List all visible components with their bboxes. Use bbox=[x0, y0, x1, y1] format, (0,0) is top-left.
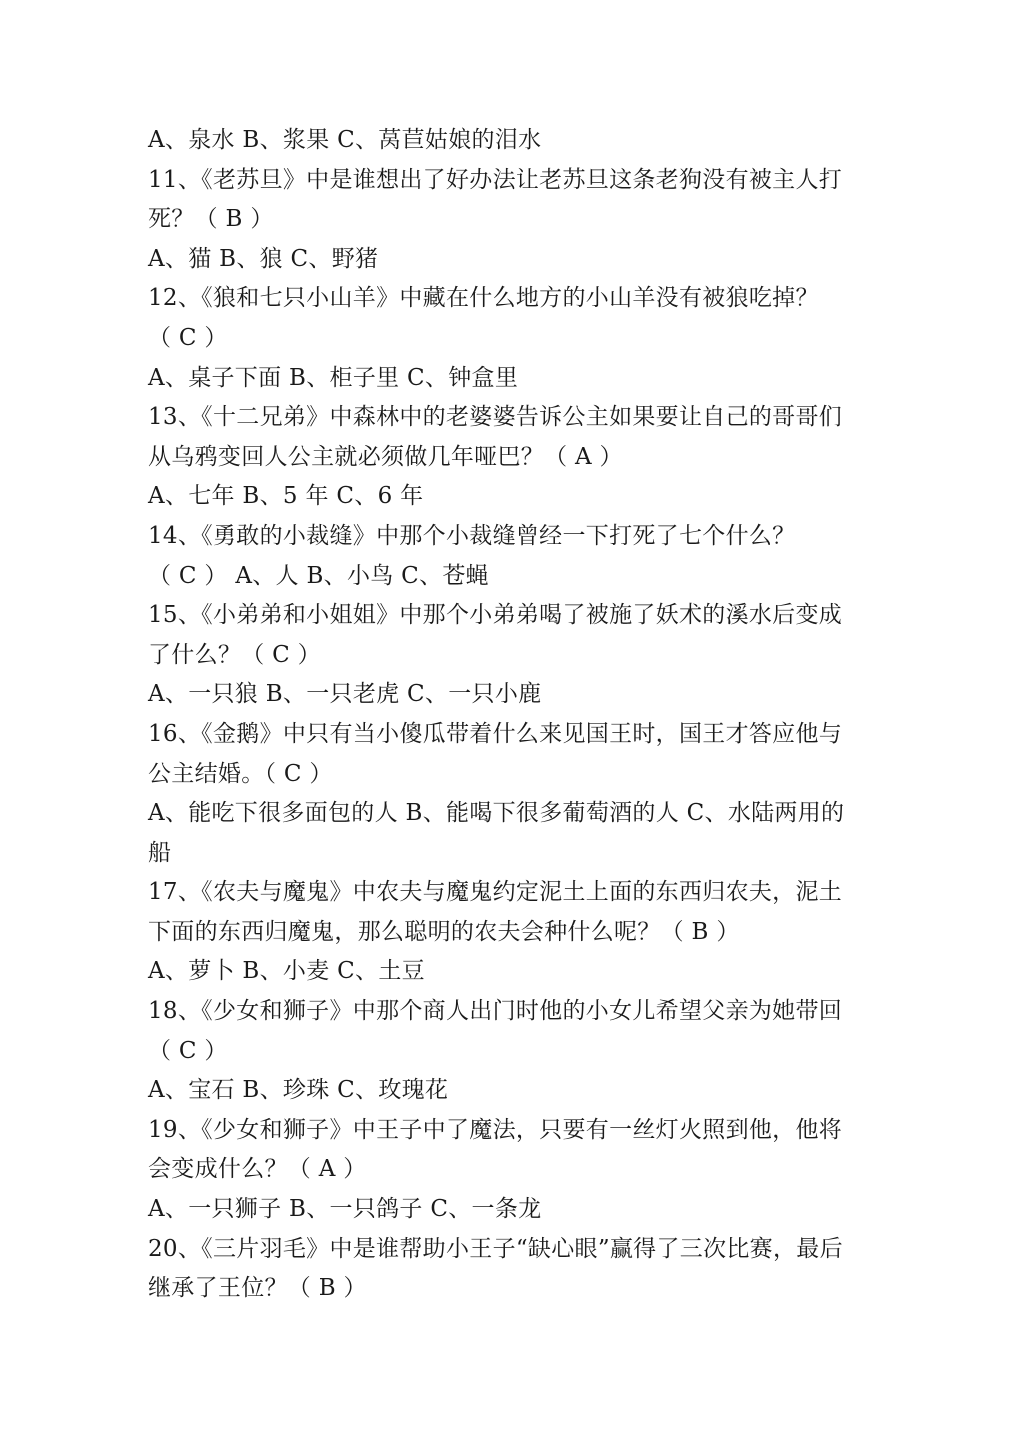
answer-options-18: A、宝石 B、珍珠 C、玫瑰花 bbox=[148, 1077, 449, 1104]
question-15-line-1: 15、《小弟弟和小姐姐》中那个小弟弟喝了被施了妖术的溪水后变成 bbox=[148, 602, 843, 629]
question-20-line-2: 继承了王位？（ B ） bbox=[148, 1275, 367, 1302]
question-14-line-2: （ C ） A、人 B、小鸟 C、苍蝇 bbox=[148, 562, 489, 589]
question-13-line-2: 从乌鸦变回人公主就必须做几年哑巴？（ A ） bbox=[148, 443, 623, 470]
question-18-line-1: 18、《少女和狮子》中那个商人出门时他的小女儿希望父亲为她带回 bbox=[148, 998, 843, 1025]
answer-options-13: A、七年 B、5 年 C、6 年 bbox=[148, 483, 424, 510]
question-11-line-1: 11、《老苏旦》中是谁想出了好办法让老苏旦这条老狗没有被主人打 bbox=[148, 166, 843, 193]
question-16-line-2: 公主结婚。（ C ） bbox=[148, 760, 333, 787]
question-12-line-1: 12、《狼和七只小山羊》中藏在什么地方的小山羊没有被狼吃掉？ bbox=[148, 285, 819, 312]
question-20-line-1: 20、《三片羽毛》中是谁帮助小王子“缺心眼”赢得了三次比赛，最后 bbox=[148, 1235, 843, 1262]
answer-options-15: A、一只狼 B、一只老虎 C、一只小鹿 bbox=[148, 681, 542, 708]
question-17-line-1: 17、《农夫与魔鬼》中农夫与魔鬼约定泥土上面的东西归农夫，泥土 bbox=[148, 879, 843, 906]
answer-options-12: A、桌子下面 B、柜子里 C、钟盒里 bbox=[148, 364, 519, 391]
answer-options-17: A、萝卜 B、小麦 C、土豆 bbox=[148, 958, 425, 985]
question-17-line-2: 下面的东西归魔鬼，那么聪明的农夫会种什么呢？（ B ） bbox=[148, 918, 740, 945]
question-16-line-1: 16、《金鹅》中只有当小傻瓜带着什么来见国王时，国王才答应他与 bbox=[148, 720, 843, 747]
question-11-line-2: 死？（ B ） bbox=[148, 206, 274, 233]
question-13-line-1: 13、《十二兄弟》中森林中的老婆婆告诉公主如果要让自己的哥哥们 bbox=[148, 404, 843, 431]
answer-options-10: A、泉水 B、浆果 C、莴苣姑娘的泪水 bbox=[148, 127, 542, 153]
answer-options-11: A、猫 B、狼 C、野猪 bbox=[148, 245, 379, 272]
question-14-line-1: 14、《勇敢的小裁缝》中那个小裁缝曾经一下打死了七个什么？ bbox=[148, 522, 796, 549]
answer-options-16-line-2: 船 bbox=[148, 839, 172, 866]
answer-options-16-line-1: A、能吃下很多面包的人 B、能喝下很多葡萄酒的人 C、水陆两用的 bbox=[148, 800, 845, 827]
document-page bbox=[148, 121, 876, 1309]
question-12-line-2: （ C ） bbox=[148, 324, 228, 351]
question-15-line-2: 了什么？（ C ） bbox=[148, 641, 321, 668]
answer-options-19: A、一只狮子 B、一只鸽子 C、一条龙 bbox=[148, 1196, 542, 1223]
question-19-line-2: 会变成什么？（ A ） bbox=[148, 1156, 367, 1183]
question-18-line-2: （ C ） bbox=[148, 1037, 228, 1064]
question-19-line-1: 19、《少女和狮子》中王子中了魔法，只要有一丝灯火照到他，他将 bbox=[148, 1116, 843, 1143]
